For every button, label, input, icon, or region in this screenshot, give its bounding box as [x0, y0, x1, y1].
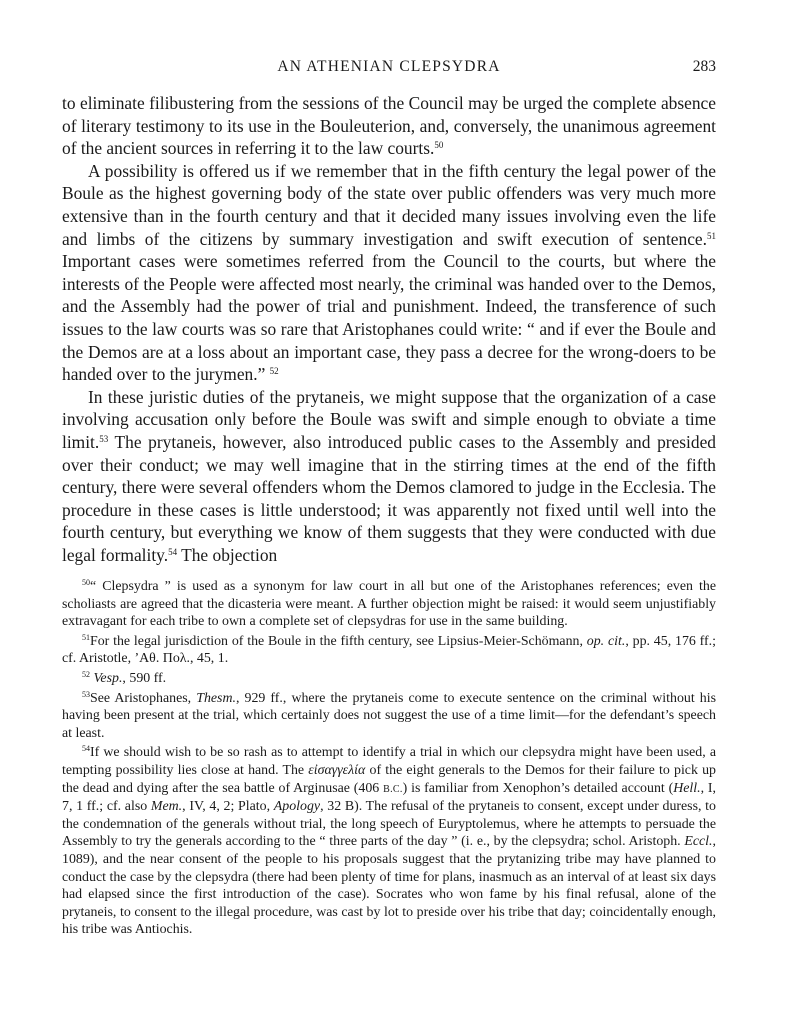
- paragraph-2-text-a: A possibility is offered us if we remember that in the fifth century the legal power of the Boule as the highest governing body of the state over public offenders was very much more extensive than in the fourth century and that it decided many issues involving even the life and limbs of the citizens by summary investigation and swift execution of sentence.: [62, 160, 716, 249]
- footnote-text: , 929 ff., where the prytaneis come to execute sentence on the criminal without his having been present at the trial, which certainly does not suggest the use of a time limit—for the defendant’s speech at least.: [62, 690, 716, 741]
- paragraph-2: [62, 160, 716, 386]
- paragraph-1-text: to eliminate filibustering from the sessions of the Council may be urged the complete absence of literary testimony to its use in the Bouleuterion, and, conversely, the unanimous agreement of the ancient sources in referring it to the law courts.: [62, 93, 716, 159]
- footnote-text: of the eight generals to the Demos for their failure to pick up the dead and dying after the sea battle of Arginusae (406: [62, 762, 716, 796]
- footnote-ref-53: 53: [99, 433, 109, 444]
- footnote-number: 53: [82, 689, 90, 699]
- footnote-text: , IV, 4, 2; Plato,: [182, 799, 274, 815]
- footnote-ref-52: 52: [269, 366, 279, 377]
- footnote-text: For the legal jurisdiction of the Boule in the fifth century, see Lipsius-Meier-Schömann,: [90, 633, 587, 649]
- citation-italic: Hell.: [673, 780, 701, 796]
- running-title: AN ATHENIAN CLEPSYDRA: [277, 58, 501, 75]
- page-number: 283: [692, 58, 716, 75]
- paragraph-2-text-b: Important cases were sometimes referred from the Council to the courts, but where the interests of the People were affected most nearly, the criminal was handed over to the Demos, and the Assembly had the power of trial and punishment. Indeed, the transference of such issues to the law courts was so rare that Aristophanes could write: “ and if ever the Boule and the Demos are at a loss about an important case, they pass a decree for the wrong-doers to be handed over to the jurymen.”: [62, 251, 716, 385]
- footnote-number: 52: [82, 669, 90, 679]
- footnote-ref-51: 51: [707, 230, 716, 241]
- footnotes: [62, 578, 716, 941]
- paragraph-1: [62, 92, 716, 160]
- paragraph-3-text-c: The objection: [177, 544, 278, 565]
- footnote-ref-54: 54: [168, 546, 178, 557]
- running-head: [62, 58, 716, 80]
- footnote-text: , 32 B). The refusal of the prytaneis to consent, except under duress, to the condemnation of the generals without trial, the long speech of Euryptolemus, where he attempts to persuade the Assembly to try the generals according to the “ three parts of the day ” (i. e., by the clepsydra; schol. Aristoph.: [62, 799, 716, 850]
- footnote-text: If we should wish to be so rash as to attempt to identify a trial in which our clepsydra might have been used, a tempting possibility lies close at hand. The: [62, 745, 716, 778]
- footnote-53: [62, 690, 716, 743]
- footnote-52: [62, 670, 716, 688]
- citation-italic: op. cit.: [586, 633, 626, 649]
- citation-italic: Mem.: [150, 799, 183, 815]
- footnote-54: [62, 744, 716, 939]
- footnote-text: , 590 ff.: [122, 670, 167, 686]
- footnote-51: [62, 633, 716, 668]
- footnote-text: , pp. 45, 176 ff.; cf. Aristotle, ’Aθ. Πολ., 45, 1.: [62, 633, 716, 667]
- footnote-text: “ Clepsydra ” is used as a synonym for law court in all but one of the Aristophanes references; even the scholiasts are agreed that the dicasteria were meant. A further objection might be raised: it would seem unjustifiably extravagant for each tribe to own a complete set of clepsydras for use in the same building.: [62, 579, 716, 630]
- citation-italic: Eccl.: [684, 834, 713, 850]
- footnote-ref-50: 50: [434, 140, 444, 151]
- citation-italic: Vesp.: [93, 670, 123, 686]
- footnote-text: See Aristophanes,: [90, 690, 197, 706]
- citation-italic: Thesm.: [196, 690, 236, 706]
- footnote-text: , I, 7, 1 ff.; cf. also: [62, 780, 716, 815]
- footnote-text: , 1089), and the near consent of the people to his proposals suggest that the prytanizing tribe may have planned to conduct the case by the clepsydra (there had been plenty of time for plans, inasmuch as an interval of at least six days had elapsed since the first introduction of the case). Socrates who won fame by his final refusal, alone of the prytaneis, to consent to the illegal procedure, was cast by lot to preside over his tribe that day; coincidentally enough, his tribe was Antiochis.: [62, 834, 716, 938]
- paragraph-3-text-b: The prytaneis, however, also introduced public cases to the Assembly and presided over their conduct; we may well imagine that in the stirring times at the end of the fifth century, there were several offenders whom the Demos clamored to judge in the Ecclesia. The procedure in these cases is little understood; it was apparently not fixed until well into the fourth century, but everything we know of them suggests that they were conducted with due legal formality.: [62, 431, 716, 565]
- paragraph-3: [62, 386, 716, 567]
- greek-term: εἰσαγγελία: [308, 762, 366, 778]
- footnote-number: 51: [82, 632, 90, 642]
- footnote-50: [62, 578, 716, 631]
- footnote-number: 54: [82, 744, 90, 754]
- footnote-number: 50: [82, 578, 90, 587]
- citation-italic: Apology: [273, 799, 321, 815]
- small-caps-era: B.C.: [383, 783, 403, 795]
- body-text: [62, 92, 716, 566]
- paragraph-3-text-a: In these juristic duties of the prytaneis, we might suppose that the organization of a case involving accusation only before the Boule was swift and simple enough to obviate a time limit.: [62, 386, 716, 452]
- footnote-text: ) is familiar from Xenophon’s detailed account (: [402, 780, 674, 796]
